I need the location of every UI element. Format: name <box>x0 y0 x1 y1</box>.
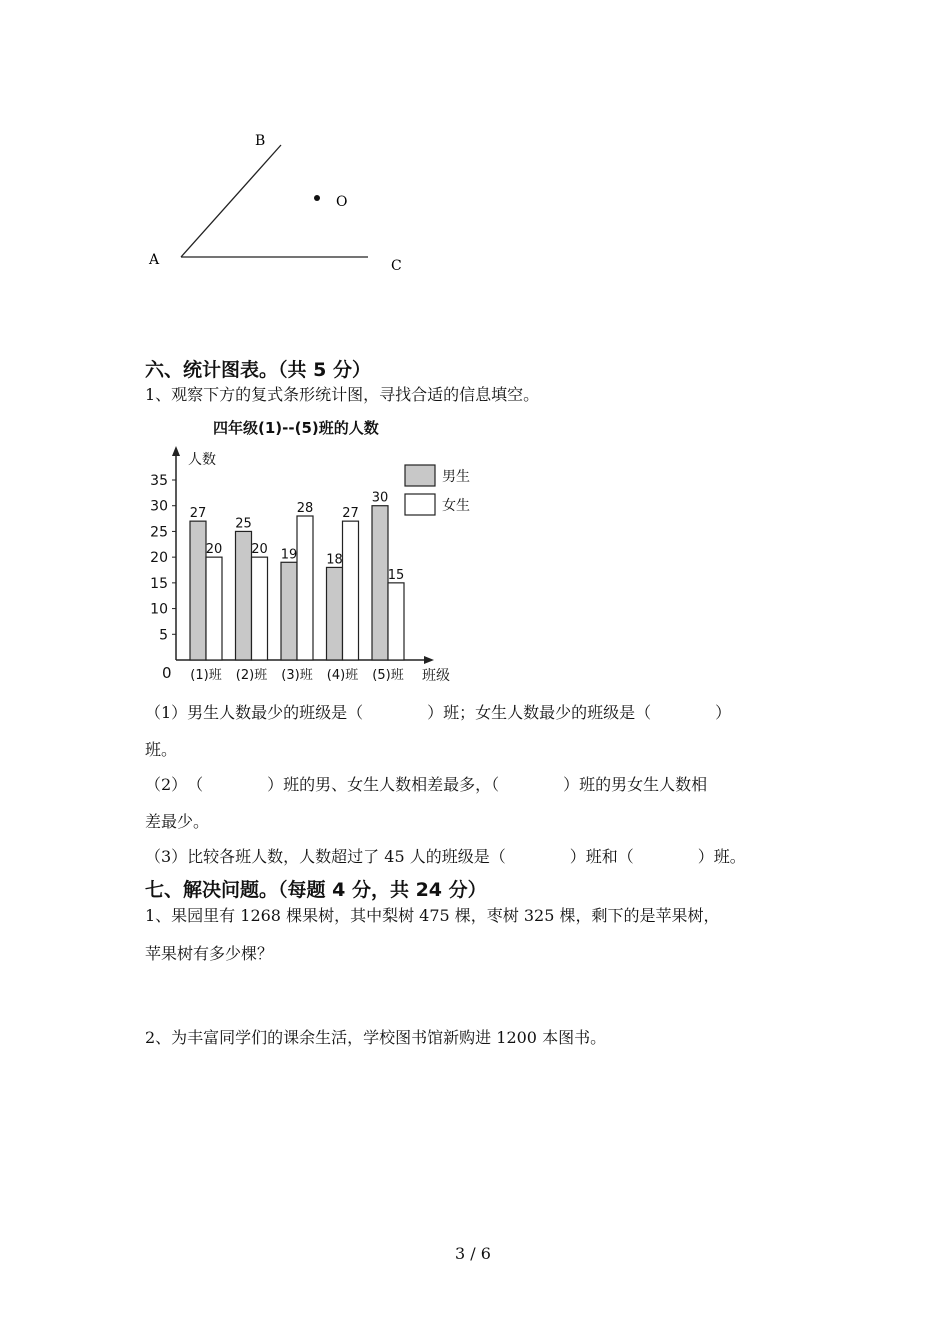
label-o: O <box>336 194 348 210</box>
origin-label: 0 <box>162 664 172 682</box>
legend-label: 男生 <box>442 469 470 485</box>
bar-boys <box>190 521 206 660</box>
bar-boys <box>236 531 252 660</box>
section6-sub1-line1: （1）男生人数最少的班级是（ ）班；女生人数最少的班级是（ ） <box>145 703 732 722</box>
section6-question1: 1、观察下方的复式条形统计图，寻找合适的信息填空。 <box>145 385 540 404</box>
bar-chart <box>140 410 480 690</box>
x-tick-label: (2)班 <box>235 668 268 683</box>
data-label: 25 <box>235 516 252 532</box>
y-tick-label: 5 <box>159 627 168 644</box>
data-label: 27 <box>342 506 359 522</box>
angle-figure <box>140 120 430 290</box>
legend-label: 女生 <box>442 498 470 514</box>
section7-q2: 2、为丰富同学们的课余生活，学校图书馆新购进 1200 本图书。 <box>145 1028 607 1047</box>
x-tick-label: (1)班 <box>190 668 222 683</box>
section6-sub2-line1: （2） （ ）班的男、女生人数相差最多，（ ）班的男女生人数相 <box>145 775 708 794</box>
data-label: 18 <box>326 552 343 568</box>
section6-sub3: （3）比较各班人数，人数超过了 45 人的班级是（ ）班和（ ）班。 <box>145 847 746 866</box>
bar-boys <box>372 506 388 660</box>
x-axis-arrow <box>424 656 434 664</box>
bar-girls <box>252 557 268 660</box>
y-tick-label: 30 <box>150 498 168 515</box>
data-label: 27 <box>189 506 207 522</box>
section6-title: 六、统计图表。（共 5 分） <box>145 359 371 381</box>
data-label: 20 <box>251 542 268 558</box>
bar-girls <box>206 557 222 660</box>
x-tick-label: (3)班 <box>281 668 313 683</box>
y-tick-label: 35 <box>150 473 168 489</box>
label-b: B <box>255 133 266 149</box>
data-label: 20 <box>205 542 223 558</box>
label-c: C <box>391 258 402 274</box>
y-axis-label: 人数 <box>188 452 216 468</box>
bar-boys <box>281 562 297 660</box>
page-number: 3 / 6 <box>455 1244 491 1263</box>
y-tick-label: 10 <box>150 601 168 618</box>
legend-swatch <box>405 465 435 486</box>
data-label: 19 <box>280 547 298 563</box>
data-label: 30 <box>371 490 389 506</box>
ray-ab <box>181 145 281 257</box>
y-tick-label: 15 <box>150 575 168 592</box>
x-axis-label: 班级 <box>422 668 450 684</box>
bar-boys <box>327 567 343 660</box>
section7-q1-line2: 苹果树有多少棵？ <box>145 944 274 963</box>
legend-swatch <box>405 494 435 515</box>
bar-girls <box>388 583 404 660</box>
y-tick-label: 20 <box>150 550 168 567</box>
section7-title: 七、解决问题。（每题 4 分，共 24 分） <box>145 879 487 901</box>
data-label: 28 <box>296 501 314 516</box>
chart-title: 四年级(1)--(5)班的人数 <box>213 419 379 437</box>
section6-sub2-line2: 差最少。 <box>145 812 210 831</box>
point-o <box>314 195 320 201</box>
x-tick-label: (4)班 <box>326 668 359 683</box>
y-axis-arrow <box>172 446 180 456</box>
data-label: 15 <box>387 567 405 583</box>
section6-sub1-line2: 班。 <box>145 740 178 759</box>
y-tick-label: 25 <box>150 524 168 541</box>
bar-girls <box>343 521 359 660</box>
bar-girls <box>297 516 313 660</box>
x-tick-label: (5)班 <box>372 668 404 683</box>
label-a: A <box>149 252 160 268</box>
section7-q1-line1: 1、果园里有 1268 棵果树，其中梨树 475 棵，枣树 325 棵，剩下的是苹果树， <box>145 906 720 925</box>
